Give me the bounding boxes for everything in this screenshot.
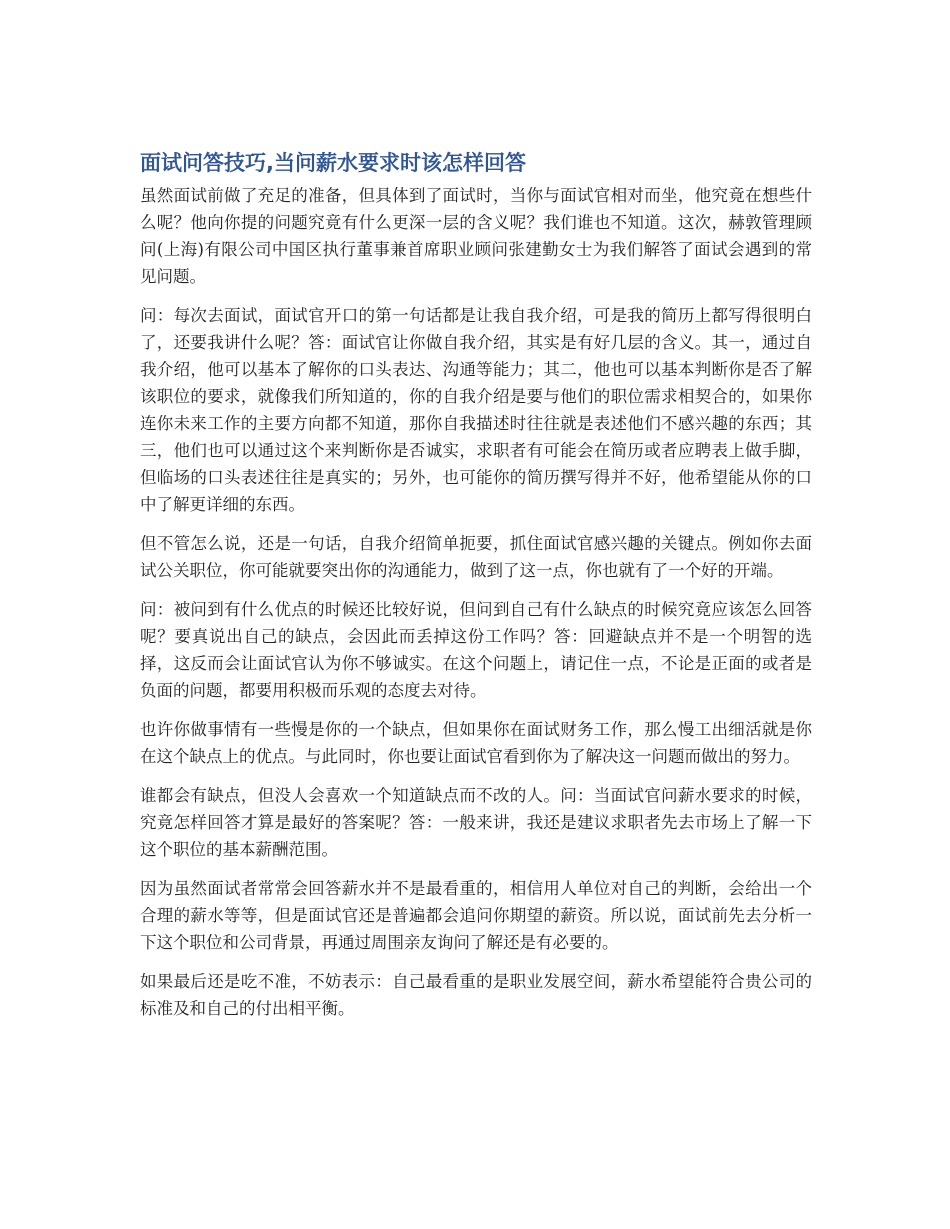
document-page (140, 146, 812, 1034)
paragraph-intro: 虽然面试前做了充足的准备，但具体到了面试时，当你与面试官相对而坐，他究竟在想些什么呢？他向你提的问题究竟有什么更深一层的含义呢？我们谁也不知道。这次，赫敦管理顾问(上海)有限公司中国区执行董事兼首席职业顾问张建勤女士为我们解答了面试会遇到的常见问题。 (140, 186, 812, 286)
paragraph-salary-qa: 谁都会有缺点，但没人会喜欢一个知道缺点而不改的人。问：当面试官问薪水要求的时候，究竟怎样回答才算是最好的答案呢？答：一般来讲，我还是建议求职者先去市场上了解一下这个职位的基本薪酬范围。 (140, 786, 812, 859)
document-title: 面试问答技巧,当问薪水要求时该怎样回答 (140, 151, 526, 175)
paragraph-salary-conclusion: 如果最后还是吃不准，不妨表示：自己最看重的是职业发展空间，薪水希望能符合贵公司的标准及和自己的付出相平衡。 (140, 972, 812, 1018)
paragraph-self-introduction-qa: 问：每次去面试，面试官开口的第一句话都是让我自我介绍，可是我的简历上都写得很明白了，还要我讲什么呢？答：面试官让你做自我介绍，其实是有好几层的含义。其一，通过自我介绍，他可以基本了解你的口头表达、沟通等能力；其二，他也可以基本判断你是否了解该职位的要求，就像我们所知道的，你的自我介绍是要与他们的职位需求相契合的，如果你连你未来工作的主要方向都不知道，那你自我描述时往往就是表述他们不感兴趣的东西；其三，他们也可以通过这个来判断你是否诚实，求职者有可能会在简历或者应聘表上做手脚，但临场的口头表述往往是真实的；另外，也可能你的简历撰写得并不好，他希望能从你的口中了解更详细的东西。 (140, 306, 812, 514)
paragraph-self-introduction-advice: 但不管怎么说，还是一句话，自我介绍简单扼要，抓住面试官感兴趣的关键点。例如你去面试公关职位，你可能就要突出你的沟通能力，做到了这一点，你也就有了一个好的开端。 (140, 534, 812, 580)
paragraph-salary-research: 因为虽然面试者常常会回答薪水并不是最看重的，相信用人单位对自己的判断，会给出一个合理的薪水等等，但是面试官还是普遍都会追问你期望的薪资。所以说，面试前先去分析一下这个职位和公司背景，再通过周围亲友询问了解还是有必要的。 (140, 879, 812, 952)
paragraph-weakness-example: 也许你做事情有一些慢是你的一个缺点，但如果你在面试财务工作，那么慢工出细活就是你在这个缺点上的优点。与此同时，你也要让面试官看到你为了解决这一问题而做出的努力。 (140, 720, 812, 766)
paragraph-weakness-qa: 问：被问到有什么优点的时候还比较好说，但问到自己有什么缺点的时候究竟应该怎么回答呢？要真说出自己的缺点，会因此而丢掉这份工作吗？答：回避缺点并不是一个明智的选择，这反而会让面试官认为你不够诚实。在这个问题上，请记住一点，不论是正面的或者是负面的问题，都要用积极而乐观的态度去对待。 (140, 600, 812, 700)
